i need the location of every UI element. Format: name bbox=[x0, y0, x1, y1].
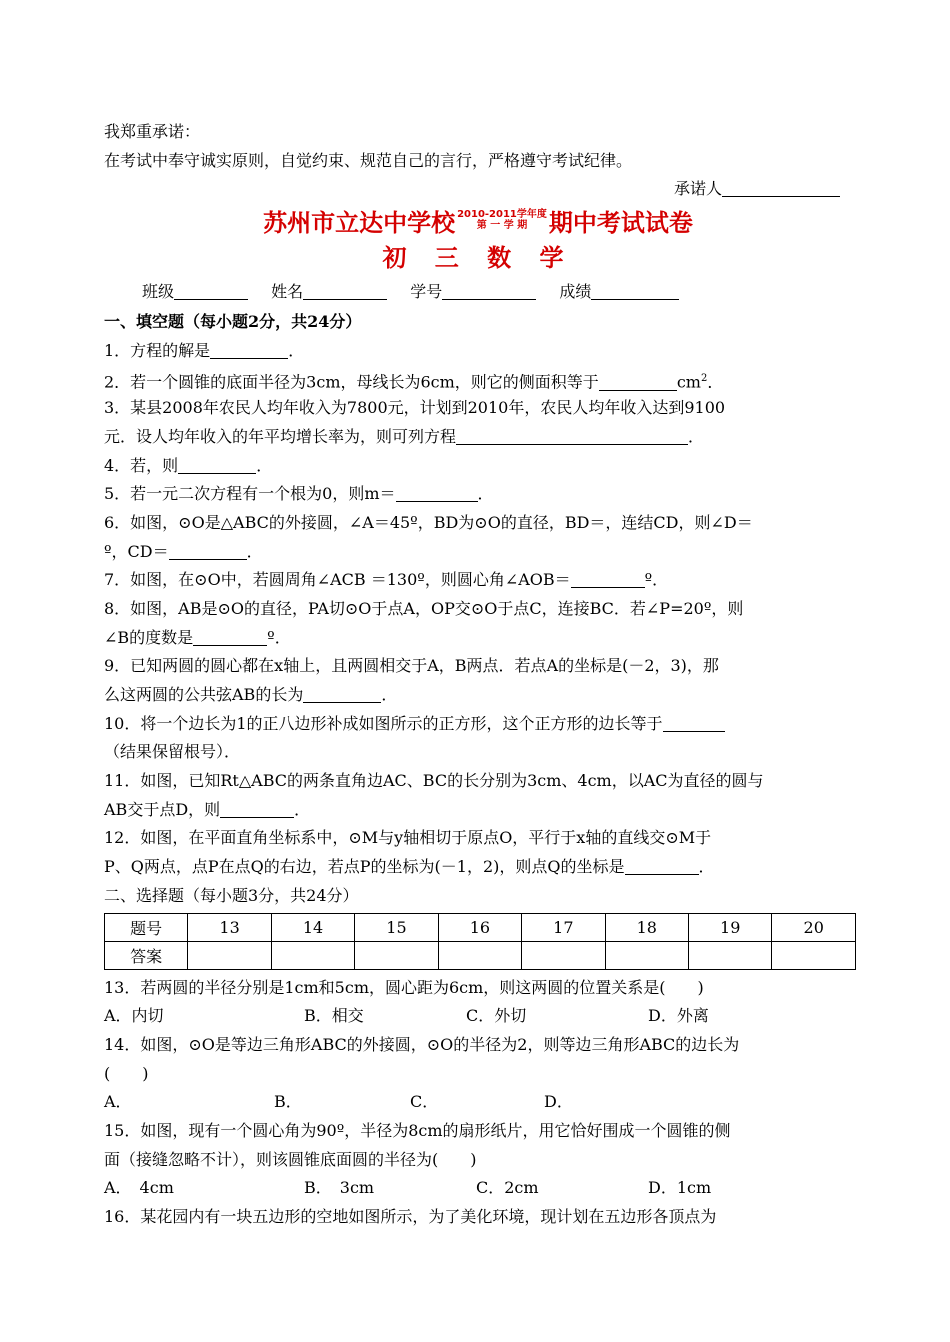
question-14-line1: 14．如图，⊙O是等边三角形ABC的外接圆，⊙O的半径为2，则等边三角形ABC的边长为 bbox=[104, 1034, 740, 1054]
class-label: 班级 bbox=[142, 282, 175, 302]
score-label: 成绩 bbox=[559, 282, 592, 302]
option-a: A． 4cm bbox=[104, 1178, 174, 1198]
student-info bbox=[104, 276, 852, 308]
question-7: 7．如图，在⊙O中，若圆周角∠ACB ＝130º，则圆心角∠AOB＝ º． bbox=[104, 570, 669, 590]
answer-blank bbox=[193, 627, 267, 646]
answer-blank bbox=[303, 684, 381, 703]
option-a: A． bbox=[104, 1092, 132, 1112]
school-name: 苏州市立达中学校 bbox=[263, 209, 456, 238]
question-1: 1．方程的解是 ． bbox=[104, 340, 305, 360]
option-a: A．内切 bbox=[104, 1006, 164, 1026]
option-b: B． 3cm bbox=[304, 1178, 375, 1198]
question-15-line1: 15．如图，现有一个圆心角为90º，半径为8cm的扇形纸片，用它恰好围成一个圆锥的侧 bbox=[104, 1120, 731, 1140]
answer-blank bbox=[396, 483, 478, 502]
semester-text: 第 一 学 期 bbox=[476, 220, 528, 232]
id-blank bbox=[442, 281, 536, 300]
question-6-line2: º，CD＝ ． bbox=[104, 541, 263, 561]
id-field bbox=[410, 276, 536, 308]
question-3-line2: 元．设人均年收入的年平均增长率为，则可列方程 ． bbox=[104, 426, 705, 446]
question-12-line2: P、Q两点，点P在点Q的右边，若点P的坐标为(－1，2)，则点Q的坐标是 ． bbox=[104, 857, 715, 877]
answer-cell[interactable] bbox=[522, 941, 605, 969]
table-cell: 答案 bbox=[105, 941, 188, 969]
question-6-line1: 6．如图，⊙O是△ABC的外接圆，∠A＝45º，BD为⊙O的直径，BD＝，连结CD，则∠D＝ bbox=[104, 512, 753, 532]
table-row bbox=[105, 941, 856, 969]
question-12-line1: 12．如图，在平面直角坐标系中，⊙M与y轴相切于原点O，平行于x轴的直线交⊙M于 bbox=[104, 828, 712, 848]
answer-blank bbox=[663, 713, 725, 732]
exam-page bbox=[104, 118, 852, 1232]
answer-cell[interactable] bbox=[271, 941, 354, 969]
table-row bbox=[105, 913, 856, 941]
table-cell: 20 bbox=[772, 913, 856, 941]
question-13-options bbox=[104, 1002, 852, 1031]
option-b: B．相交 bbox=[304, 1006, 364, 1026]
option-d: D． bbox=[544, 1092, 573, 1112]
year-text: 2010-2011学年度 bbox=[457, 209, 547, 221]
question-8-line2: ∠B的度数是 º． bbox=[104, 627, 291, 647]
table-cell: 15 bbox=[355, 913, 438, 941]
question-15-options bbox=[104, 1174, 852, 1203]
section2-heading: 二、选择题（每小题3分，共24分） bbox=[104, 885, 359, 905]
answer-blank bbox=[571, 569, 645, 588]
answer-blank bbox=[178, 455, 256, 474]
question-10-line1: 10．将一个边长为1的正八边形补成如图所示的正方形，这个正方形的边长等于 bbox=[104, 710, 852, 739]
question-14-line2: ( ) bbox=[104, 1063, 149, 1083]
answer-cell[interactable] bbox=[689, 941, 772, 969]
question-11-line2: AB交于点D，则 ． bbox=[104, 799, 311, 819]
question-8-line1: 8．如图，AB是⊙O的直径，PA切⊙O于点A，OP交⊙O于点C，连接BC．若∠P=20º，则 bbox=[104, 598, 744, 618]
question-3-line1: 3．某县2008年农民人均年收入为7800元，计划到2010年，农民人均年收入达到9100 bbox=[104, 398, 726, 418]
option-c: C．外切 bbox=[466, 1006, 527, 1026]
score-blank bbox=[591, 281, 679, 300]
question-15-line2: 面（接缝忽略不计），则该圆锥底面圆的半径为( ) bbox=[104, 1149, 477, 1169]
id-label: 学号 bbox=[410, 282, 443, 302]
class-field bbox=[142, 276, 248, 308]
pledge-signer bbox=[104, 175, 852, 204]
question-13: 13．若两圆的半径分别是1cm和5cm，圆心距为6cm，则这两圆的位置关系是( ) bbox=[104, 977, 704, 997]
signer-blank bbox=[722, 178, 840, 197]
answer-cell[interactable] bbox=[438, 941, 521, 969]
table-cell: 16 bbox=[438, 913, 521, 941]
question-2: 2．若一个圆锥的底面半径为3cm，母线长为6cm，则它的侧面积等于 $cm^2$． bbox=[104, 372, 724, 392]
answer-cell[interactable] bbox=[188, 941, 271, 969]
signer-label: 承诺人 bbox=[673, 179, 722, 199]
name-field bbox=[271, 276, 387, 308]
score-field bbox=[559, 276, 679, 308]
table-cell: 题号 bbox=[105, 913, 188, 941]
answer-cell[interactable] bbox=[355, 941, 438, 969]
question-5: 5．若一元二次方程有一个根为0，则m＝ ． bbox=[104, 484, 494, 504]
answer-blank bbox=[169, 541, 247, 560]
answer-blank bbox=[210, 340, 288, 359]
exam-name: 期中考试试卷 bbox=[548, 209, 693, 238]
exam-title bbox=[104, 206, 852, 240]
question-9-line2: 么这两圆的公共弦AB的长为 ． bbox=[104, 685, 398, 704]
option-c: C． bbox=[410, 1092, 439, 1112]
answer-blank bbox=[599, 372, 677, 391]
pledge-heading: 我郑重承诺： bbox=[104, 122, 201, 141]
table-cell: 18 bbox=[605, 913, 688, 941]
subject-title: 初 三 数 学 bbox=[382, 244, 574, 273]
option-b: B． bbox=[274, 1092, 302, 1112]
class-blank bbox=[174, 281, 248, 300]
question-4: 4．若，则 ． bbox=[104, 455, 273, 475]
table-cell: 17 bbox=[522, 913, 605, 941]
answer-table bbox=[104, 913, 856, 970]
name-label: 姓名 bbox=[271, 282, 304, 302]
question-16: 16．某花园内有一块五边形的空地如图所示，为了美化环境，现计划在五边形各顶点为 bbox=[104, 1207, 717, 1226]
name-blank bbox=[303, 281, 387, 300]
section1-heading: 一、填空题（每小题2分，共24分） bbox=[104, 312, 362, 332]
question-9-line1: 9．已知两圆的圆心都在x轴上，且两圆相交于A，B两点．若点A的坐标是(－2，3)，那 bbox=[104, 656, 719, 676]
option-d: D．外离 bbox=[648, 1006, 709, 1026]
option-d: D．1cm bbox=[648, 1178, 712, 1198]
table-cell: 14 bbox=[271, 913, 354, 941]
answer-blank bbox=[625, 856, 699, 875]
answer-cell[interactable] bbox=[605, 941, 688, 969]
table-cell: 19 bbox=[689, 913, 772, 941]
question-14-options bbox=[104, 1088, 852, 1117]
question-11-line1: 11．如图，已知Rt△ABC的两条直角边AC、BC的长分别为3cm、4cm，以AC为直径的圆与 bbox=[104, 771, 764, 791]
pledge-text: 在考试中奉守诚实原则，自觉约束、规范自己的言行，严格遵守考试纪律。 bbox=[104, 150, 633, 170]
answer-cell[interactable] bbox=[772, 941, 856, 969]
school-year bbox=[457, 209, 547, 231]
option-c: C．2cm bbox=[476, 1178, 539, 1198]
question-10-line2: （结果保留根号）． bbox=[104, 742, 241, 762]
table-cell: 13 bbox=[188, 913, 271, 941]
answer-blank bbox=[456, 426, 688, 445]
answer-blank bbox=[220, 799, 294, 818]
